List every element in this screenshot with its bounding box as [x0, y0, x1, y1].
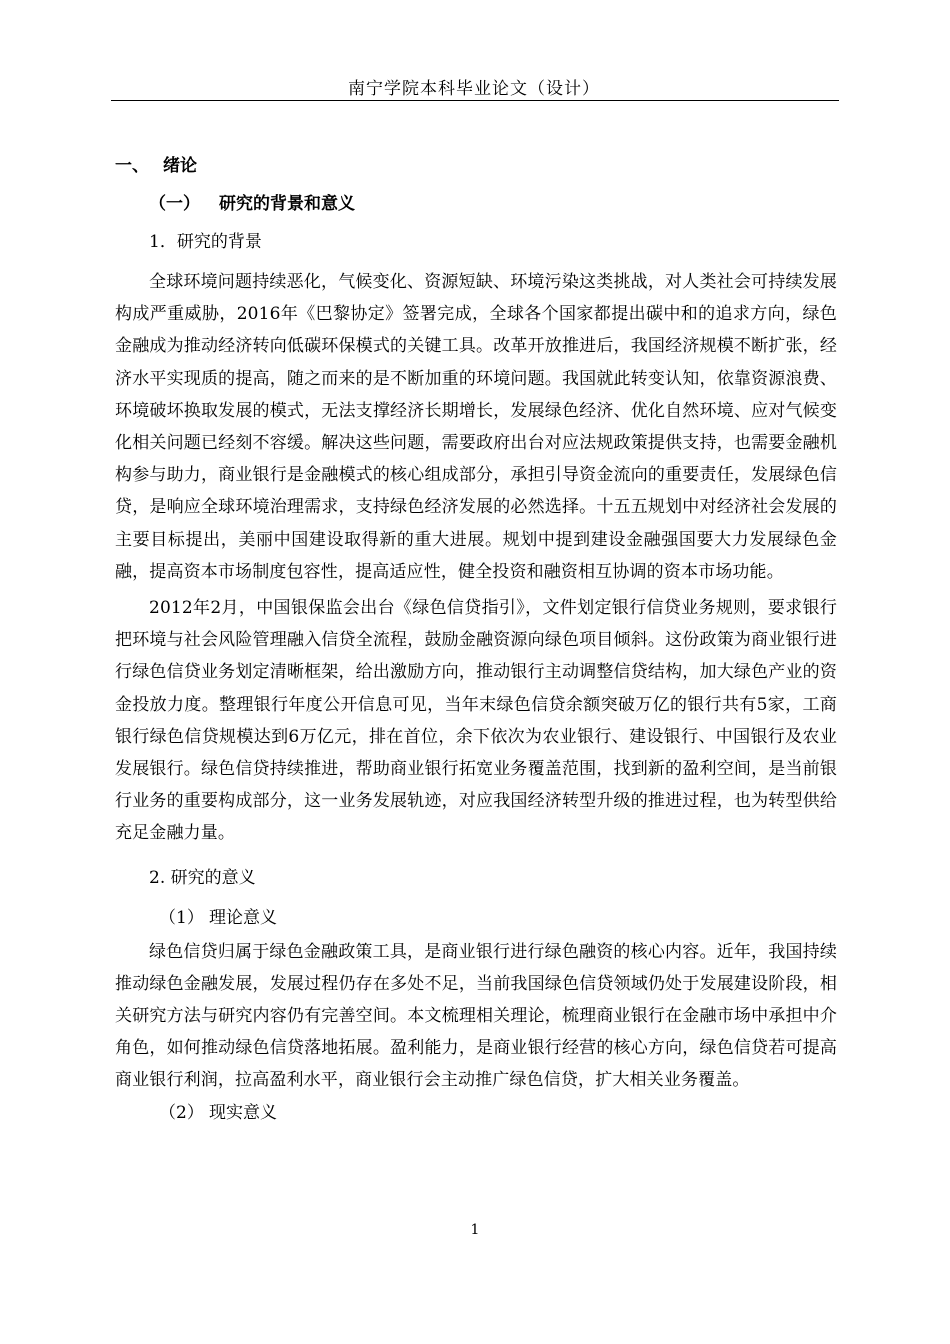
chapter-heading [115, 150, 837, 182]
page-number: 1 [470, 1222, 480, 1238]
section-number: （一） [149, 194, 200, 214]
section-heading [115, 188, 837, 220]
paragraph-theory: 绿色信贷归属于绿色金融政策工具，是商业银行进行绿色融资的核心内容。近年，我国持续推动绿色金融发展，发展过程仍存在多处不足，当前我国绿色信贷领域仍处于发展建设阶段，相关研究方法与研究内容仍有完善空间。本文梳理相关理论，梳理商业银行在金融市场中承担中介角色，如何推动绿色信贷落地拓展。盈利能力，是商业银行经营的核心方向，绿色信贷若可提高商业银行利润，拉高盈利水平，商业银行会主动推广绿色信贷，扩大相关业务覆盖。 [115, 941, 837, 1091]
item-heading-theory [115, 902, 837, 934]
item-number-theory: （1） [159, 907, 204, 928]
item-title-theory: 理论意义 [209, 907, 277, 928]
item-number-practice: （2） [159, 1102, 204, 1123]
running-header: 南宁学院本科毕业论文（设计） [348, 79, 600, 99]
paragraph-background-2: 2012年2月，中国银保监会出台《绿色信贷指引》，文件划定银行信贷业务规则，要求银行把环境与社会风险管理融入信贷全流程，鼓励金融资源向绿色项目倾斜。这份政策为商业银行进行绿色信贷业务划定清晰框架，给出激励方向，推动银行主动调整信贷结构，加大绿色产业的资金投放力度。整理银行年度公开信息可见，当年末绿色信贷余额突破万亿的银行共有5家，工商银行绿色信贷规模达到6万亿元，排在首位，余下依次为农业银行、建设银行、中国银行及农业发展银行。绿色信贷持续推进，帮助商业银行拓宽业务覆盖范围，找到新的盈利空间，是当前银行业务的重要构成部分，这一业务发展轨迹，对应我国经济转型升级的推进过程，也为转型供给充足金融力量。 [115, 598, 837, 844]
item-heading-practice [115, 1097, 837, 1129]
section-title: 研究的背景和意义 [219, 194, 355, 214]
page-body [115, 150, 837, 1131]
chapter-number: 一、 [115, 156, 149, 176]
subsection-heading-significance: 2. 研究的意义 [149, 867, 256, 888]
subsection-heading-background: 1．研究的背景 [149, 232, 262, 252]
item-title-practice: 现实意义 [209, 1102, 277, 1123]
chapter-title: 绪论 [163, 156, 197, 176]
paragraph-background-1: 全球环境问题持续恶化，气候变化、资源短缺、环境污染这类挑战，对人类社会可持续发展构成严重威胁，2016年《巴黎协定》签署完成，全球各个国家都提出碳中和的追求方向，绿色金融成为推动经济转向低碳环保模式的关键工具。改革开放推进后，我国经济规模不断扩张，经济水平实现质的提高，随之而来的是不断加重的环境问题。我国就此转变认知，依靠资源浪费、环境破坏换取发展的模式，无法支撑经济长期增长，发展绿色经济、优化自然环境、应对气候变化相关问题已经刻不容缓。解决这些问题，需要政府出台对应法规政策提供支持，也需要金融机构参与助力，商业银行是金融模式的核心组成部分，承担引导资金流向的重要责任，发展绿色信贷，是响应全球环境治理需求，支持绿色经济发展的必然选择。十五五规划中对经济社会发展的主要目标提出，美丽中国建设取得新的重大进展。规划中提到建设金融强国要大力发展绿色金融，提高资本市场制度包容性，提高适应性，健全投资和融资相互协调的资本市场功能。 [115, 272, 837, 582]
header-rule [111, 100, 839, 101]
